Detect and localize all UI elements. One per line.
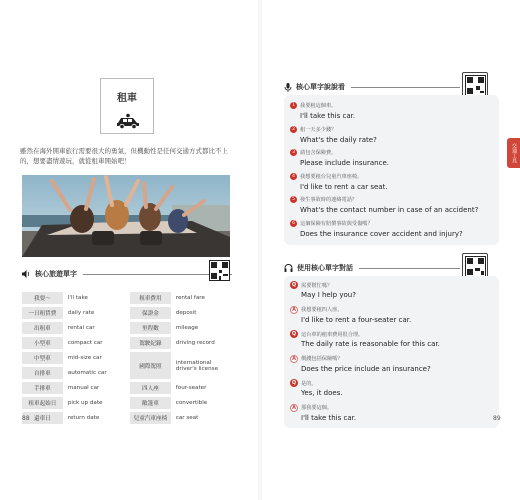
vocab-term-zh: 租車費用 — [130, 292, 171, 304]
vocab-term-zh: 租車起始日 — [22, 397, 63, 409]
sentence-zh — [290, 126, 336, 133]
vocab-section-header — [22, 269, 232, 279]
sentence-en: Please include insurance. — [300, 159, 389, 167]
dialog-zh-text: 我想要租四人座。 — [301, 307, 343, 313]
vocab-term-zh: 一日租賃費 — [22, 307, 63, 319]
headphones-icon — [284, 264, 293, 272]
dialog-line-zh — [290, 379, 317, 387]
dialog-line-en: Does the price include an insurance? — [301, 364, 431, 373]
dialog-line-en: Yes, it does. — [301, 389, 343, 397]
vocab-row — [22, 292, 232, 304]
vocab-term-en: pick up date — [67, 400, 103, 406]
vocab-term-zh: 保證金 — [130, 307, 171, 319]
microphone-icon — [284, 83, 292, 92]
vocab-term-zh: 自排車 — [22, 367, 63, 379]
question-badge: Q — [291, 380, 297, 386]
vocab-term-en: four-seater — [175, 385, 207, 391]
vocab-term-zh: 兒童汽車座椅 — [130, 412, 171, 424]
vocab-term-en: mileage — [175, 325, 199, 331]
qr-code-vocab[interactable] — [209, 260, 230, 281]
vocab-term-en: convertible — [175, 400, 208, 406]
intro-paragraph: 雖然在海外開車旅行需要很大的勇氣，但機動性是任何交通方式都比不上的，想要盡情遊玩，就從租車開始吧！ — [20, 147, 228, 165]
vocab-term-en: daily rate — [67, 310, 95, 316]
sentence-number-badge: 2 — [290, 126, 297, 133]
vocab-term-zh: 中型車 — [22, 352, 63, 364]
vocab-gap — [124, 367, 130, 379]
answer-badge: A — [290, 404, 298, 412]
vocab-term-zh: 四人座 — [130, 382, 171, 394]
vocab-term-zh: 出租車 — [22, 322, 63, 334]
answer-badge: A — [290, 306, 298, 314]
lesson-title: 租車 — [117, 93, 137, 104]
sentence-en: Does the insurance cover accident and injury? — [300, 229, 463, 238]
sentence-zh-text: 請包含保險費。 — [300, 150, 337, 156]
sentence-zh-text: 這個保險有賠償事故與受傷嗎？ — [300, 220, 373, 227]
vocab-row — [22, 412, 232, 424]
dialog-zh-text: 是的。 — [301, 380, 317, 387]
sentence-zh — [290, 173, 362, 180]
vocab-term-en: I'll take — [67, 295, 88, 301]
qr-code-sentences[interactable] — [465, 75, 486, 96]
page-number-left: 88 — [22, 415, 30, 422]
vocab-term-en: international driver's license — [175, 359, 219, 372]
vocab-row — [22, 337, 232, 349]
answer-badge: A — [290, 355, 298, 363]
vocab-term-zh: 國際駕照 — [130, 352, 171, 379]
car-icon — [115, 113, 141, 129]
question-badge: Q — [291, 331, 297, 337]
dialog-line-en: The daily rate is reasonable for this car. — [301, 340, 440, 348]
vocab-term-en: deposit — [175, 310, 197, 316]
vocab-row — [22, 397, 232, 409]
sentence-number-badge: 4 — [290, 173, 297, 180]
sentences-panel — [284, 95, 499, 245]
dialog-line-zh — [290, 281, 332, 289]
vocab-term-zh: 還車日 — [22, 412, 63, 424]
qr-code-dialog[interactable] — [465, 256, 486, 277]
dialog-line-en: I'd like to rent a four-seater car. — [301, 315, 412, 324]
sentence-section-header — [284, 82, 460, 92]
dialog-zh-text: 價錢包括保險嗎？ — [301, 356, 343, 362]
vocab-row — [22, 307, 232, 319]
dialog-line-zh — [290, 330, 363, 338]
dialog-line-zh — [290, 306, 343, 314]
dialog-zh-text: 需要幫忙嗎？ — [301, 282, 333, 289]
page-number-right: 89 — [493, 415, 501, 422]
dialog-line-zh — [290, 355, 343, 363]
sentence-zh — [290, 102, 336, 109]
vocab-term-zh: 駕駛紀錄 — [130, 337, 171, 349]
dialog-heading-rule — [359, 268, 460, 269]
vocab-term-en: rental car — [67, 325, 95, 331]
sentence-zh — [290, 220, 373, 227]
vocab-term-en: automatic car — [67, 370, 107, 376]
dialog-panel — [284, 276, 499, 428]
dialog-section-header — [284, 263, 460, 273]
sentence-en: What's the daily rate? — [300, 135, 377, 144]
vocab-term-zh: 小型車 — [22, 337, 63, 349]
vocab-term-zh: 里程數 — [130, 322, 171, 334]
dialog-zh-text: 那我要這個。 — [301, 405, 333, 411]
vocab-term-en: car seat — [175, 415, 199, 421]
vocab-row — [22, 352, 232, 364]
vocab-term-zh: 我要～ — [22, 292, 63, 304]
dialog-line-en: I'll take this car. — [301, 413, 357, 422]
dialog-zh-text: 這台車的租車費用很合理。 — [301, 331, 364, 338]
vocab-term-en: mid-size car — [67, 355, 102, 361]
sentence-zh-text: 租一天多少錢？ — [300, 126, 337, 133]
convertible-photo — [22, 175, 230, 257]
sentence-number-badge: 6 — [290, 220, 297, 227]
sentence-number-badge: 5 — [290, 196, 297, 203]
vocab-row — [22, 322, 232, 334]
sentence-heading-rule — [351, 87, 460, 88]
vocab-heading: 核心旅遊單字 — [35, 270, 77, 278]
speaker-icon — [22, 270, 31, 278]
dialog-heading: 使用核心單字對話 — [297, 264, 353, 272]
dialog-line-zh — [290, 404, 332, 412]
sentence-heading: 核心單字說說看 — [296, 83, 345, 91]
vocab-term-en: return date — [67, 415, 100, 421]
sentence-en: What's the contact number in case of an accident? — [300, 206, 479, 214]
question-badge: Q — [291, 282, 297, 288]
sentence-zh-text: 我想要租台兒童汽車座椅。 — [300, 173, 363, 180]
sentence-zh — [290, 149, 336, 156]
vocab-term-en: compact car — [67, 340, 103, 346]
sentence-number-badge: 1 — [290, 102, 297, 109]
sentence-zh-text: 我要租這個車。 — [300, 103, 337, 109]
vocab-term-en: rental fare — [175, 295, 205, 301]
sentence-zh-text: 發生事故時的連絡電話？ — [300, 197, 358, 203]
lesson-title-box — [100, 78, 154, 134]
vocab-term-zh: 手排車 — [22, 382, 63, 394]
sentence-zh — [290, 196, 357, 203]
dialog-line-en: May I help you? — [301, 291, 356, 299]
sentence-en: I'd like to rent a car seat. — [300, 182, 388, 191]
sentence-number-badge: 3 — [290, 149, 297, 156]
vocab-term-zh: 敞篷車 — [130, 397, 171, 409]
right-page — [262, 0, 520, 500]
vocab-term-en: manual car — [67, 385, 100, 391]
sentence-en: I'll take this car. — [300, 112, 356, 120]
chapter-side-tab: 交通工具 — [507, 138, 520, 168]
vocab-table — [22, 289, 232, 427]
vocab-term-en: driving record — [175, 340, 215, 346]
vocab-row — [22, 382, 232, 394]
